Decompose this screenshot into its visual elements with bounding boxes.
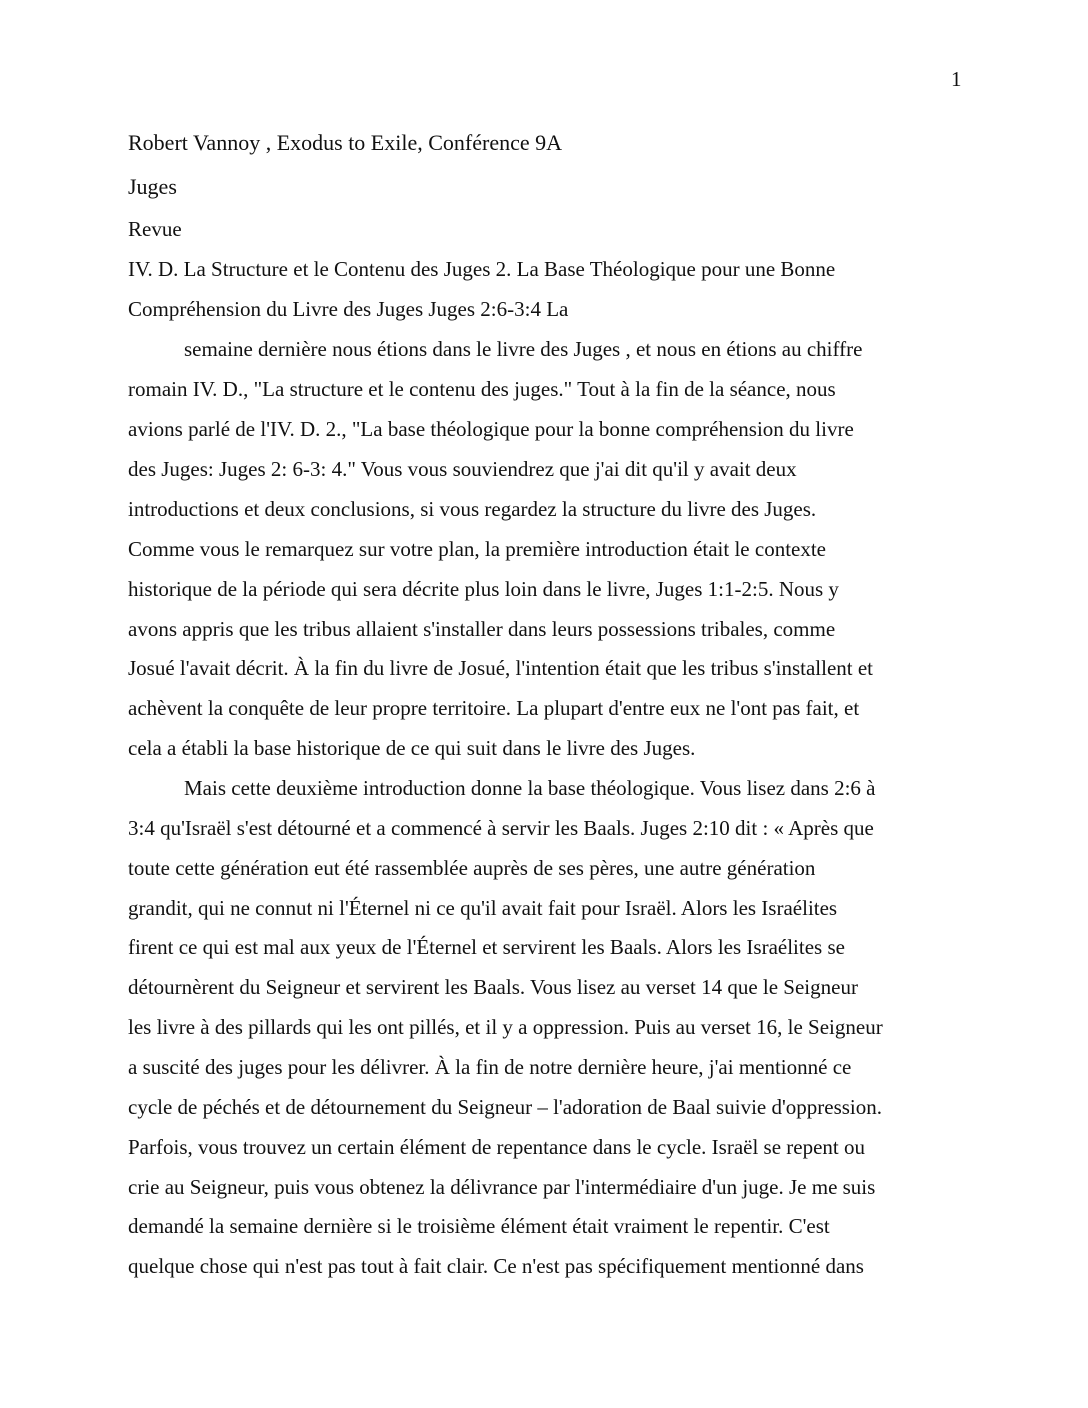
paragraph-line: avons appris que les tribus allaient s'installer dans leurs possessions tribales, comme bbox=[128, 617, 836, 641]
paragraph-line: détournèrent du Seigneur et servirent les Baals. Vous lisez au verset 14 que le Seigneur bbox=[128, 975, 858, 999]
paragraph-line: demandé la semaine dernière si le troisième élément était vraiment le repentir. C'est bbox=[128, 1214, 830, 1238]
paragraph-line: Parfois, vous trouvez un certain élément de repentance dans le cycle. Israël se repent ou bbox=[128, 1135, 866, 1159]
paragraph-line: historique de la période qui sera décrite plus loin dans le livre, Juges 1:1-2:5. Nous y bbox=[128, 577, 839, 601]
paragraph-line: Mais cette deuxième introduction donne la base théologique. Vous lisez dans 2:6 à bbox=[184, 776, 876, 800]
paragraph-line: Comme vous le remarquez sur votre plan, la première introduction était le contexte bbox=[128, 537, 827, 561]
paragraph-line: a suscité des juges pour les délivrer. À la fin de notre dernière heure, j'ai mentionné ce bbox=[128, 1055, 852, 1079]
page-number: 1 bbox=[951, 67, 962, 91]
book-heading: Juges bbox=[128, 174, 177, 199]
paragraph-line: 3:4 qu'Israël s'est détourné et a commencé à servir les Baals. Juges 2:10 dit : « Après que bbox=[128, 816, 874, 840]
paragraph-line: cela a établi la base historique de ce qui suit dans le livre des Juges. bbox=[128, 736, 696, 760]
paragraph-line: achèvent la conquête de leur propre territoire. La plupart d'entre eux ne l'ont pas fait, et bbox=[128, 696, 860, 720]
paragraph-line: grandit, qui ne connut ni l'Éternel ni ce qu'il avait fait pour Israël. Alors les Israélites bbox=[128, 896, 838, 920]
document-title: Robert Vannoy , Exodus to Exile, Conférence 9A bbox=[128, 130, 563, 155]
paragraph-line: toute cette génération eut été rassemblée auprès de ses pères, une autre génération bbox=[128, 856, 816, 880]
paragraph-line: introductions et deux conclusions, si vous regardez la structure du livre des Juges. bbox=[128, 497, 817, 521]
paragraph-line: crie au Seigneur, puis vous obtenez la délivrance par l'intermédiaire d'un juge. Je me suis bbox=[128, 1175, 876, 1199]
paragraph-line: romain IV. D., "La structure et le contenu des juges." Tout à la fin de la séance, nous bbox=[128, 377, 836, 401]
paragraph-line: Josué l'avait décrit. À la fin du livre de Josué, l'intention était que les tribus s'installent et bbox=[128, 656, 874, 680]
paragraph-line: quelque chose qui n'est pas tout à fait clair. Ce n'est pas spécifiquement mentionné dans bbox=[128, 1254, 864, 1278]
paragraph-line: firent ce qui est mal aux yeux de l'Éternel et servirent les Baals. Alors les Israélites se bbox=[128, 935, 845, 959]
paragraph-line: cycle de péchés et de détournement du Seigneur – l'adoration de Baal suivie d'oppression. bbox=[128, 1095, 883, 1119]
section-heading: Revue bbox=[128, 217, 182, 241]
paragraph-line: les livre à des pillards qui les ont pillés, et il y a oppression. Puis au verset 16, le Seigneur bbox=[128, 1015, 883, 1039]
outline-heading-line: IV. D. La Structure et le Contenu des Juges 2. La Base Théologique pour une Bonne bbox=[128, 257, 836, 281]
paragraph-line: des Juges: Juges 2: 6-3: 4." Vous vous souviendrez que j'ai dit qu'il y avait deux bbox=[128, 457, 797, 481]
paragraph-line: avions parlé de l'IV. D. 2., "La base théologique pour la bonne compréhension du livre bbox=[128, 417, 854, 441]
outline-heading-line: Compréhension du Livre des Juges Juges 2:6-3:4 La bbox=[128, 297, 569, 321]
paragraph-line: semaine dernière nous étions dans le livre des Juges , et nous en étions au chiffre bbox=[184, 337, 863, 361]
